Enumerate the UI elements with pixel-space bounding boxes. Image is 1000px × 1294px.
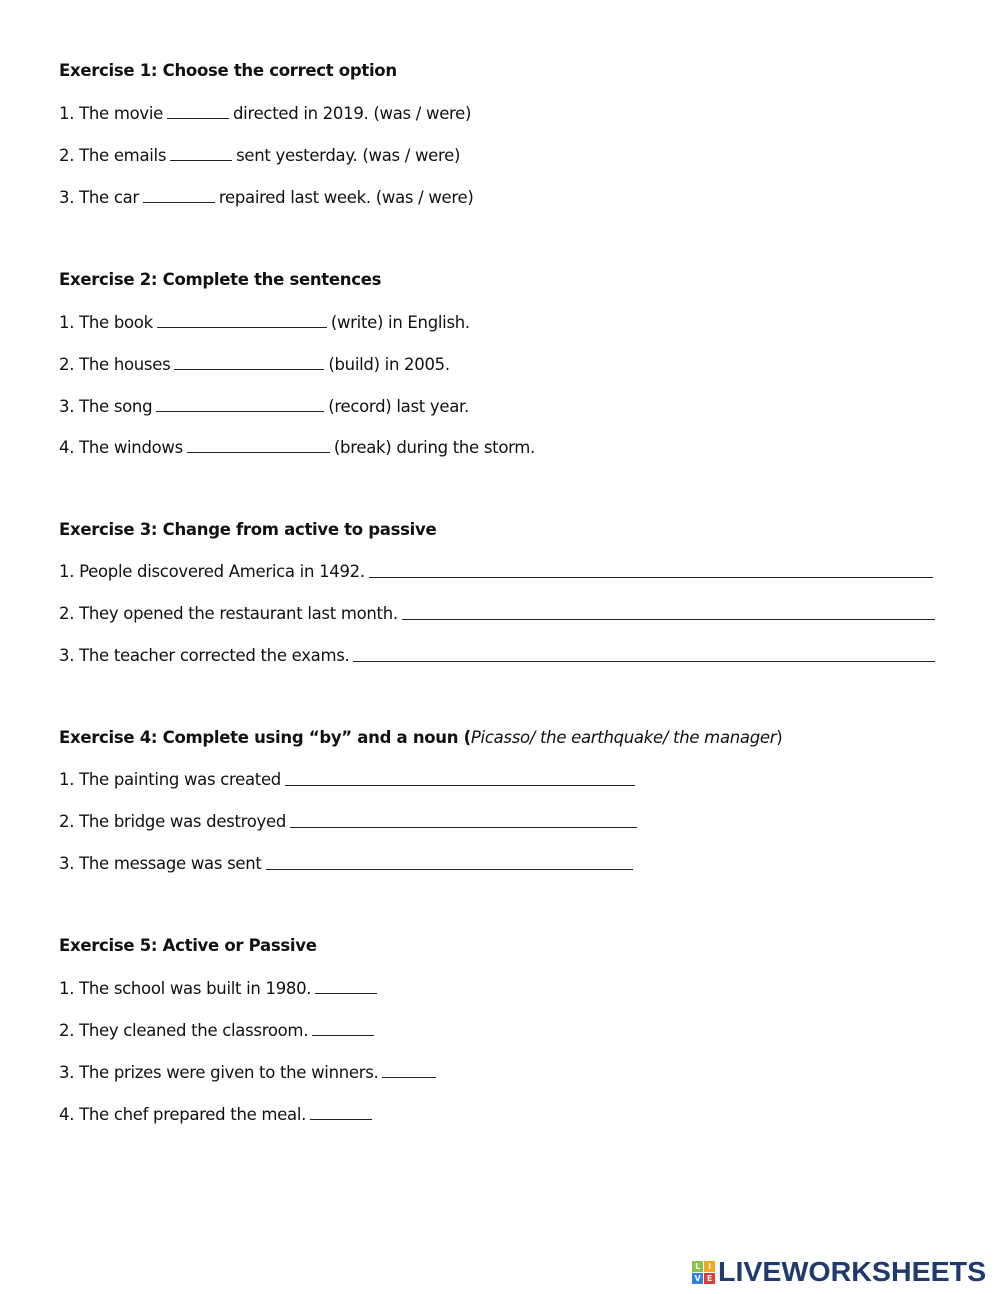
exercise-3-item-1 — [59, 561, 937, 583]
answer-blank[interactable] — [310, 1103, 372, 1120]
item-text: sent yesterday. (was / were) — [236, 146, 461, 165]
exercise-4-item-3 — [59, 853, 637, 875]
item-text: 4. The chef prepared the meal. — [59, 1105, 307, 1124]
item-text: 3. The song — [59, 397, 153, 416]
answer-blank[interactable] — [156, 395, 324, 412]
answer-blank[interactable] — [170, 144, 232, 161]
item-text: 2. The emails — [59, 146, 167, 165]
item-text: 2. They opened the restaurant last month. — [59, 604, 398, 623]
item-text: 1. The movie — [59, 104, 163, 123]
exercise-5-item-3 — [59, 1061, 440, 1084]
exercise-4-item-2 — [59, 811, 641, 833]
item-text: 1. The painting was created — [59, 770, 281, 789]
item-text: 2. They cleaned the classroom. — [59, 1021, 309, 1040]
exercise-1-item-2 — [59, 144, 460, 167]
item-text: 4. The windows — [59, 438, 183, 457]
exercise-3-title: Exercise 3: Change from active to passive — [59, 520, 437, 539]
item-text: repaired last week. (was / were) — [218, 188, 474, 207]
item-text: 1. The book — [59, 313, 153, 332]
exercise-1-item-3 — [59, 186, 474, 209]
item-text: (break) during the storm. — [333, 438, 536, 457]
exercise-3-item-2 — [59, 603, 939, 625]
item-text: 2. The houses — [59, 355, 171, 374]
answer-blank[interactable] — [167, 102, 229, 119]
exercise-3-item-3 — [59, 645, 939, 667]
exercise-1-item-1 — [59, 102, 471, 125]
answer-blank[interactable] — [369, 561, 933, 578]
answer-blank[interactable] — [266, 853, 633, 870]
exercise-2-item-3 — [59, 395, 469, 418]
item-text: directed in 2019. (was / were) — [233, 104, 472, 123]
answer-blank[interactable] — [402, 603, 935, 620]
answer-blank[interactable] — [285, 769, 635, 786]
item-text: 3. The prizes were given to the winners. — [59, 1063, 379, 1082]
noun-hint: Picasso/ the earthquake/ the manager — [470, 728, 777, 747]
answer-blank[interactable] — [174, 353, 324, 370]
exercise-2-item-4 — [59, 436, 535, 459]
answer-blank[interactable] — [382, 1061, 436, 1078]
exercise-5-title: Exercise 5: Active or Passive — [59, 936, 317, 955]
exercise-4-title — [59, 727, 782, 749]
item-text: 3. The car — [59, 188, 139, 207]
exercise-5-item-2 — [59, 1019, 378, 1042]
exercise-5-item-1 — [59, 977, 381, 1000]
answer-blank[interactable] — [315, 977, 377, 994]
exercise-4-item-1 — [59, 769, 639, 791]
answer-blank[interactable] — [290, 811, 637, 828]
item-text: (build) in 2005. — [328, 355, 450, 374]
exercise-1-title: Exercise 1: Choose the correct option — [59, 61, 397, 80]
exercise-2-title: Exercise 2: Complete the sentences — [59, 270, 382, 289]
exercise-2-item-2 — [59, 353, 450, 376]
answer-blank[interactable] — [157, 311, 327, 328]
answer-blank[interactable] — [353, 645, 935, 662]
exercise-5-item-4 — [59, 1103, 376, 1126]
answer-blank[interactable] — [312, 1019, 374, 1036]
logo-text: LIVEWORKSHEETS — [718, 1256, 987, 1287]
item-text: (write) in English. — [330, 313, 470, 332]
title-close: ) — [776, 728, 783, 747]
answer-blank[interactable] — [143, 186, 215, 203]
liveworksheets-logo — [692, 1256, 987, 1288]
logo-squares-icon: L I V E — [692, 1261, 715, 1284]
item-text: 2. The bridge was destroyed — [59, 812, 287, 831]
exercise-2-item-1 — [59, 311, 470, 334]
item-text: (record) last year. — [328, 397, 469, 416]
item-text: 1. The school was built in 1980. — [59, 979, 312, 998]
title-text: Exercise 4: Complete using “by” and a noun ( — [59, 728, 471, 747]
item-text: 3. The message was sent — [59, 854, 262, 873]
item-text: 3. The teacher corrected the exams. — [59, 646, 350, 665]
answer-blank[interactable] — [187, 436, 330, 453]
item-text: 1. People discovered America in 1492. — [59, 562, 365, 581]
